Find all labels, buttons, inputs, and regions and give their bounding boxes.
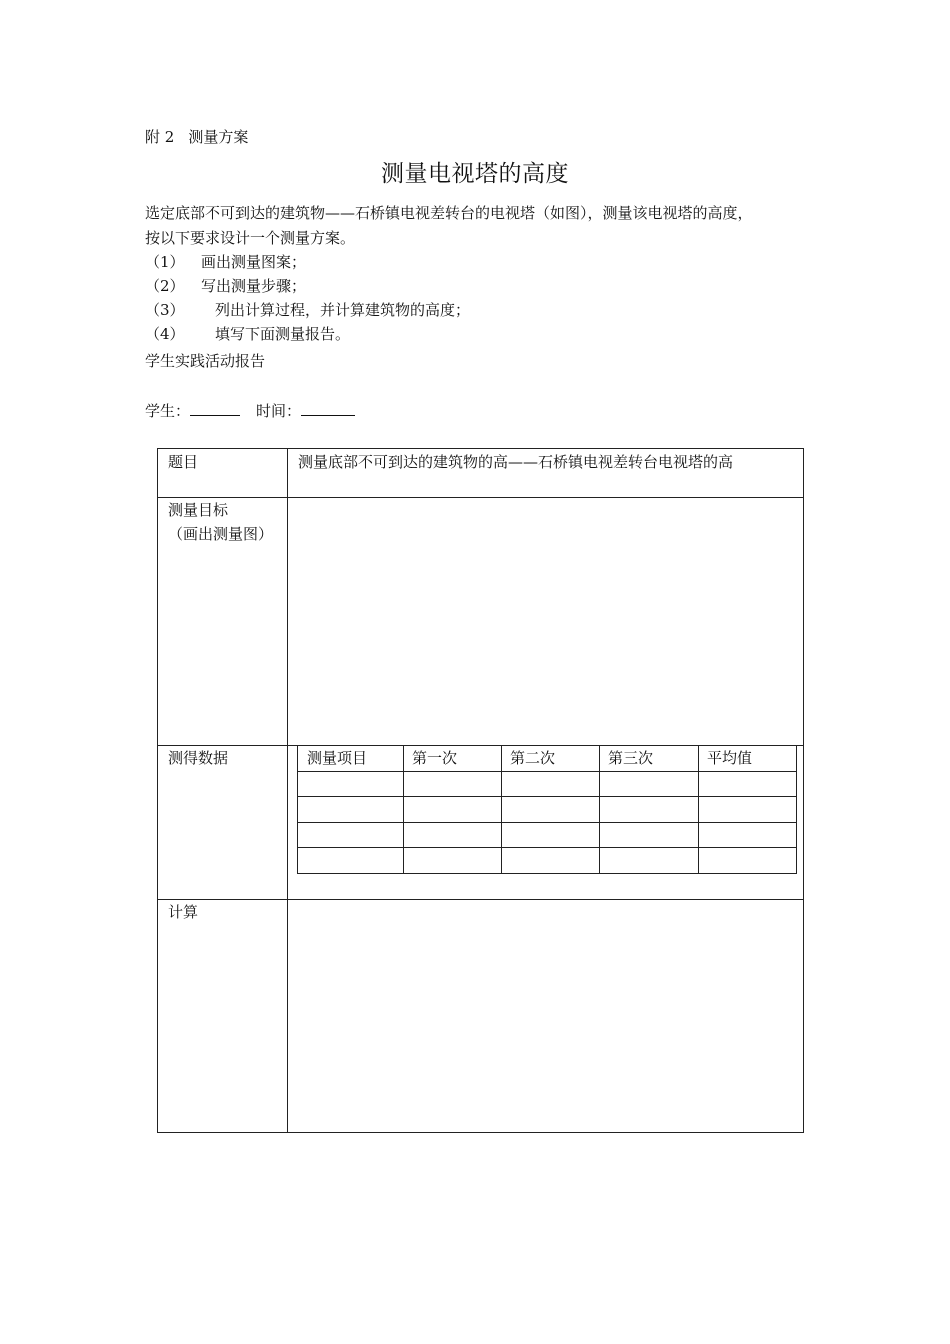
measurement-data-table <box>297 745 797 874</box>
page-title: 测量电视塔的高度 <box>381 161 569 187</box>
data-table-column-divider <box>403 746 404 873</box>
data-table-column-divider <box>599 746 600 873</box>
requirement-text: 画出测量图案； <box>201 253 307 271</box>
student-name-blank[interactable] <box>190 401 240 416</box>
appendix-heading <box>145 127 248 147</box>
report-title: 学生实践活动报告 <box>145 352 266 370</box>
calc-label: 计算 <box>168 903 199 921</box>
report-table <box>157 448 804 1133</box>
topic-value: 测量底部不可到达的建筑物的高——石桥镇电视差转台电视塔的高 <box>298 453 734 471</box>
appendix-label: 附 2 <box>145 128 175 146</box>
requirement-text: 填写下面测量报告。 <box>215 325 351 343</box>
time-label: 时间： <box>256 402 302 420</box>
student-time-line <box>145 401 355 421</box>
data-table-column-divider <box>698 746 699 873</box>
goal-label-note: （画出测量图） <box>168 525 274 543</box>
data-label: 测得数据 <box>168 749 229 767</box>
data-table-column-divider <box>501 746 502 873</box>
requirement-item <box>145 252 306 272</box>
intro-line-1: 选定底部不可到达的建筑物——石桥镇电视差转台的电视塔（如图），测量该电视塔的高度， <box>145 204 753 222</box>
column-header-item: 测量项目 <box>307 749 368 767</box>
data-table-row-divider <box>298 847 796 848</box>
data-table-row-divider <box>298 796 796 797</box>
column-header-second: 第二次 <box>510 749 556 767</box>
requirement-number: （4） <box>145 325 185 343</box>
goal-drawing-area[interactable] <box>288 498 804 745</box>
requirement-item <box>145 324 350 344</box>
column-header-first: 第一次 <box>412 749 458 767</box>
appendix-title: 测量方案 <box>188 128 249 146</box>
student-label: 学生： <box>145 402 191 420</box>
requirement-number: （1） <box>145 253 185 271</box>
requirement-number: （3） <box>145 301 185 319</box>
calc-writing-area[interactable] <box>288 900 804 1132</box>
data-table-row-divider <box>298 822 796 823</box>
time-blank[interactable] <box>301 401 355 416</box>
goal-label: 测量目标 <box>168 501 229 519</box>
column-header-average: 平均值 <box>707 749 753 767</box>
data-table-row-divider <box>298 771 796 772</box>
intro-line-2: 按以下要求设计一个测量方案。 <box>145 229 356 247</box>
requirement-item <box>145 300 470 320</box>
requirement-item <box>145 276 306 296</box>
column-header-third: 第三次 <box>608 749 654 767</box>
requirement-text: 列出计算过程，并计算建筑物的高度； <box>215 301 471 319</box>
requirement-text: 写出测量步骤； <box>201 277 307 295</box>
topic-label: 题目 <box>168 453 199 471</box>
requirement-number: （2） <box>145 277 185 295</box>
